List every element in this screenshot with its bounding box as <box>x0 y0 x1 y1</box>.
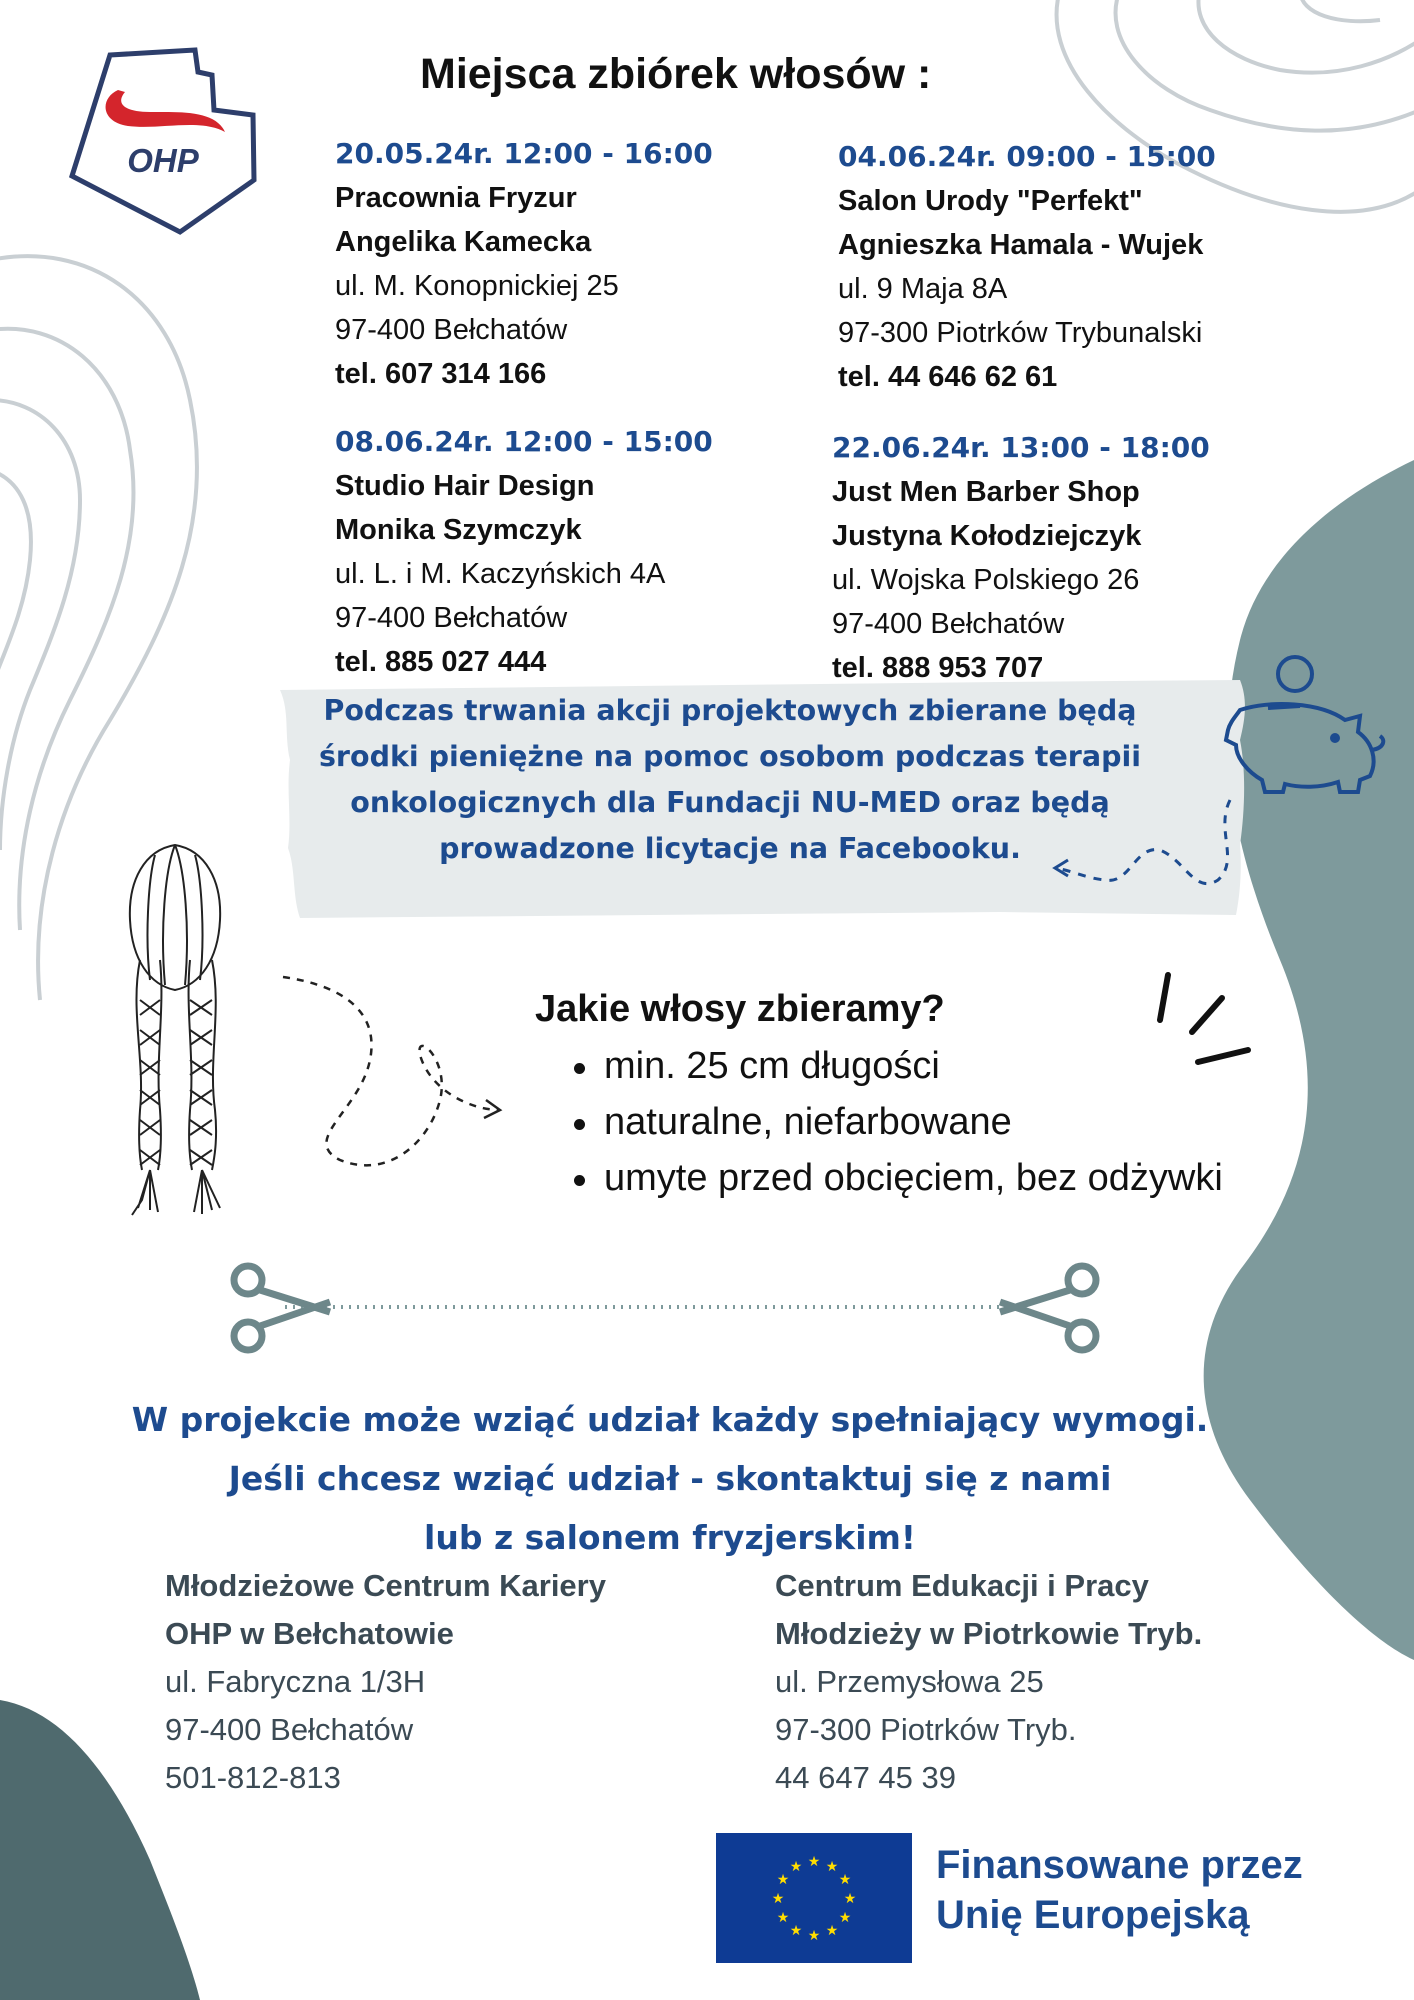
dashed-loop-arrow <box>283 977 500 1165</box>
contact-phone: 44 647 45 39 <box>775 1760 957 1795</box>
location-person: Agnieszka Hamala - Wujek <box>838 229 1204 261</box>
contact-name-2: OHP w Bełchatowie <box>165 1616 454 1651</box>
contact-city: 97-300 Piotrków Tryb. <box>775 1712 1077 1747</box>
eu-line-2: Unię Europejską <box>936 1893 1250 1937</box>
location-city: 97-400 Bełchatów <box>832 608 1065 640</box>
location-street: ul. L. i M. Kaczyńskich 4A <box>335 558 666 590</box>
fundraising-line: onkologicznych dla Fundacji NU-MED oraz będą <box>350 786 1110 819</box>
location-phone: tel. 44 646 62 61 <box>838 361 1058 393</box>
participation-line: Jeśli chcesz wziąć udział - skontaktuj się z nami <box>228 1459 1112 1498</box>
fundraising-text <box>290 688 1170 872</box>
location-card-2 <box>838 140 1308 399</box>
svg-text:★: ★ <box>825 1923 839 1939</box>
location-name: Salon Urody "Perfekt" <box>838 185 1143 217</box>
svg-text:★: ★ <box>825 1859 839 1875</box>
location-date: 20.05.24r. 12:00 - 16:00 <box>335 137 713 170</box>
fundraising-line: Podczas trwania akcji projektowych zbierane będą <box>323 694 1137 727</box>
svg-text:★: ★ <box>807 1854 821 1870</box>
svg-text:★: ★ <box>838 1872 852 1888</box>
hair-requirements-title: Jakie włosy zbieramy? <box>535 988 945 1030</box>
logo-text: OHP <box>127 142 199 179</box>
list-item: naturalne, niefarbowane <box>560 1094 1223 1150</box>
svg-text:★: ★ <box>789 1859 803 1875</box>
contact-street: ul. Przemysłowa 25 <box>775 1664 1044 1699</box>
eu-stars-icon <box>716 1833 912 1963</box>
location-city: 97-400 Bełchatów <box>335 602 568 634</box>
location-person: Justyna Kołodziejczyk <box>832 520 1142 552</box>
svg-text:★: ★ <box>843 1891 857 1907</box>
contact-name: Centrum Edukacji i Pracy <box>775 1568 1149 1603</box>
location-name: Pracownia Fryzur <box>335 182 577 214</box>
fundraising-line: środki pieniężne na pomoc osobom podczas terapii <box>318 740 1142 773</box>
svg-text:★: ★ <box>771 1891 785 1907</box>
list-item: umyte przed obcięciem, bez odżywki <box>560 1150 1223 1206</box>
location-phone: tel. 888 953 707 <box>832 652 1044 684</box>
location-card-1 <box>335 137 805 396</box>
hair-requirements-list <box>560 1038 1223 1206</box>
location-card-3 <box>335 425 805 684</box>
participation-line: lub z salonem fryzjerskim! <box>424 1518 916 1557</box>
location-person: Monika Szymczyk <box>335 514 582 546</box>
location-city: 97-300 Piotrków Trybunalski <box>838 317 1203 349</box>
location-date: 22.06.24r. 13:00 - 18:00 <box>832 431 1210 464</box>
location-date: 04.06.24r. 09:00 - 15:00 <box>838 140 1216 173</box>
contact-block-1 <box>165 1562 606 1802</box>
page-title: Miejsca zbiórek włosów : <box>420 50 932 98</box>
scissors-right-icon <box>1000 1266 1096 1350</box>
location-name: Just Men Barber Shop <box>832 476 1140 508</box>
participation-line: W projekcie może wziąć udział każdy spełniający wymogi. <box>131 1400 1209 1439</box>
contact-phone: 501-812-813 <box>165 1760 341 1795</box>
contact-name-2: Młodzieży w Piotrkowie Tryb. <box>775 1616 1203 1651</box>
contact-block-2 <box>775 1562 1202 1802</box>
scissors-left-icon <box>234 1266 330 1350</box>
svg-text:★: ★ <box>776 1872 790 1888</box>
braids-icon <box>130 845 220 1215</box>
eu-line-1: Finansowane przez <box>936 1843 1303 1887</box>
svg-text:★: ★ <box>838 1910 852 1926</box>
location-card-4 <box>832 431 1302 690</box>
eu-funding-text <box>936 1840 1303 1940</box>
location-city: 97-400 Bełchatów <box>335 314 568 346</box>
location-street: ul. M. Konopnickiej 25 <box>335 270 619 302</box>
svg-text:★: ★ <box>776 1910 790 1926</box>
location-name: Studio Hair Design <box>335 470 595 502</box>
contact-street: ul. Fabryczna 1/3H <box>165 1664 426 1699</box>
list-item: min. 25 cm długości <box>560 1038 1223 1094</box>
participation-message <box>100 1390 1240 1567</box>
location-date: 08.06.24r. 12:00 - 15:00 <box>335 425 713 458</box>
eu-flag <box>716 1833 912 1963</box>
contact-name: Młodzieżowe Centrum Kariery <box>165 1568 606 1603</box>
contact-city: 97-400 Bełchatów <box>165 1712 414 1747</box>
location-phone: tel. 607 314 166 <box>335 358 547 390</box>
svg-text:★: ★ <box>789 1923 803 1939</box>
contour-lines-left <box>0 256 197 1000</box>
location-street: ul. 9 Maja 8A <box>838 273 1008 305</box>
location-street: ul. Wojska Polskiego 26 <box>832 564 1140 596</box>
ohp-logo <box>72 50 254 232</box>
svg-text:★: ★ <box>807 1928 821 1944</box>
location-phone: tel. 885 027 444 <box>335 646 547 678</box>
location-person: Angelika Kamecka <box>335 226 592 258</box>
fundraising-line: prowadzone licytacje na Facebooku. <box>439 832 1021 865</box>
